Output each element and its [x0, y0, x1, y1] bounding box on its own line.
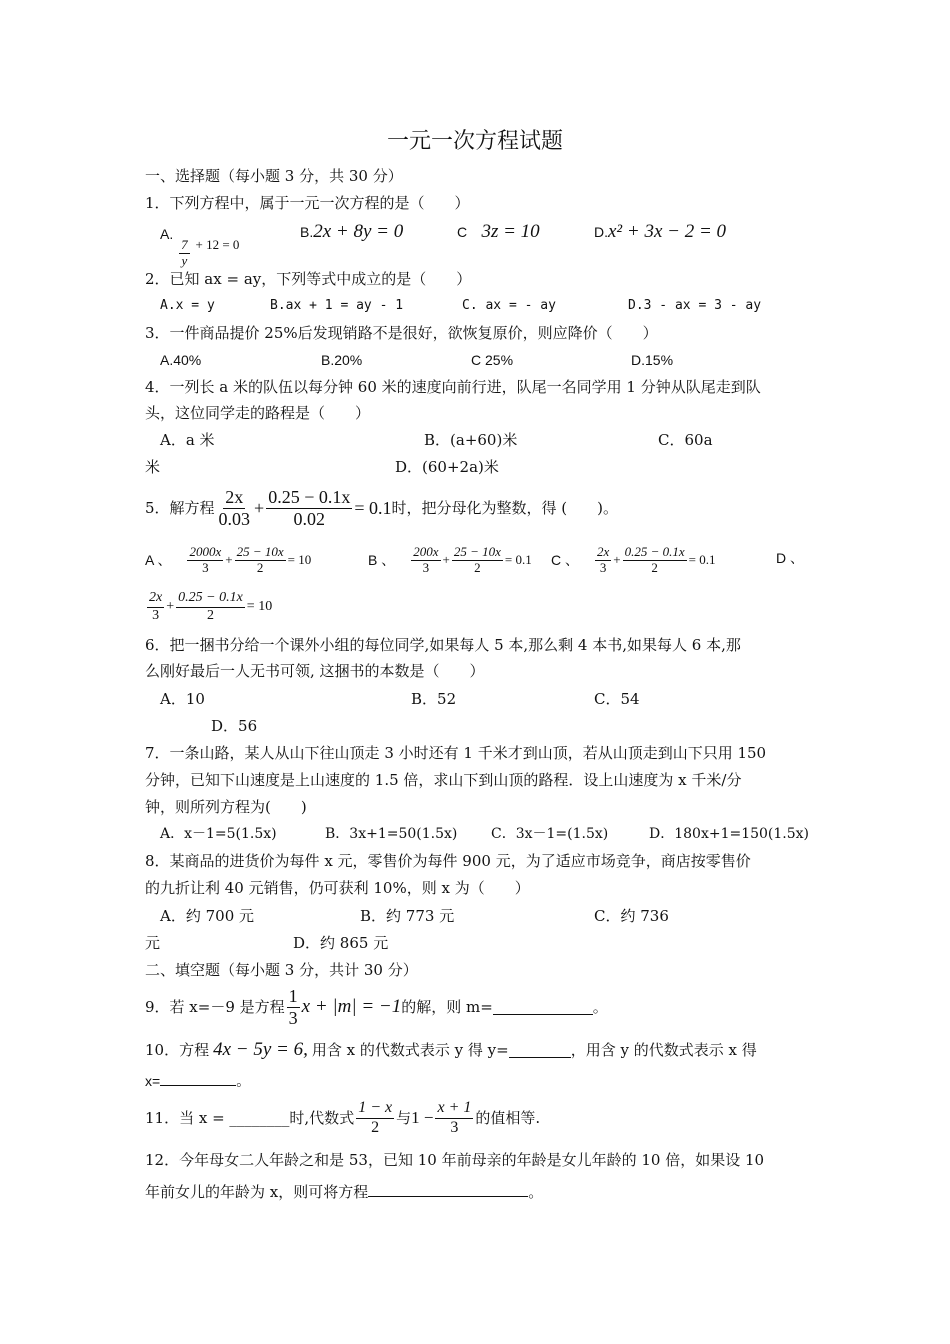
q2-option-b: B.ax + 1 = ay - 1 — [270, 298, 404, 313]
q4-option-d: D．(60+2a)米 — [395, 458, 499, 476]
q6-option-d: D．56 — [211, 717, 258, 735]
q11-fraction-2: $\frac{x + 1}{3}$ — [437, 1099, 472, 1136]
question-6-line-2: 么刚好最后一人无书可领, 这捆书的本数是（ ） — [145, 662, 485, 680]
section-choice-heading: 一、选择题（每小题 3 分，共 30 分） — [145, 167, 403, 185]
question-11: 11．当 x = ________时,代数式 $\frac{1 - x}{2}$ 与 1 − $\frac{x + 1}{3}$ 的值相等. — [145, 1099, 541, 1136]
section-fill-heading: 二、填空题（每小题 3 分，共计 30 分） — [145, 961, 418, 979]
question-7-line-2: 分钟，已知下山速度是上山速度的 1.5 倍，求山下到山顶的路程．设上山速度为 x 千米/分 — [145, 771, 742, 789]
question-8-line-2: 的九折让利 40 元销售，仍可获利 10%，则 x 为（ ） — [145, 879, 530, 897]
q10-y-answer-blank[interactable] — [509, 1043, 571, 1058]
q8-option-b: B．约 773 元 — [360, 907, 455, 925]
q7-option-b: B．3x+1=50(1.5x) — [325, 826, 458, 842]
q9-fraction: $\frac{1}{3}$ — [288, 985, 298, 1028]
q7-option-a: A．x－1=5(1.5x) — [160, 826, 277, 842]
question-12-line-2: 年前女儿的年龄为 x，则可将方程 。 — [145, 1183, 544, 1201]
q1-option-d: D.x² + 3x − 2 = 0 — [594, 221, 727, 242]
q12-answer-blank[interactable] — [368, 1182, 528, 1197]
q8-option-a: A．约 700 元 — [160, 907, 254, 925]
q3-option-a: A.40% — [160, 352, 202, 368]
q5-option-a: A 、 $\frac{2000x}{3}$ + $\frac{25 - 10x}{2}$ = 10 — [145, 543, 312, 575]
q8-option-d: D．约 865 元 — [293, 934, 389, 952]
q8-option-c-unit: 元 — [145, 934, 161, 952]
q1-option-c: C 3z = 10 — [457, 221, 540, 242]
q5-option-b: B 、 $\frac{200x}{3}$ + $\frac{25 - 10x}{2}$ = 0.1 — [368, 543, 532, 575]
question-4-line-1: 4．一列长 a 米的队伍以每分钟 60 米的速度向前行进，队尾一名同学用 1 分钟从队尾走到队 — [145, 378, 761, 396]
q3-option-d: D.15% — [631, 352, 674, 368]
q6-option-a: A．10 — [160, 690, 205, 708]
q3-option-b: B.20% — [321, 352, 363, 368]
q2-option-c: C. ax = - ay — [462, 298, 556, 313]
question-7-line-3: 钟，则所列方程为( ) — [145, 798, 307, 816]
q6-option-b: B．52 — [411, 690, 457, 708]
q5-option-d: $\frac{2x}{3}$ + $\frac{0.25 - 0.1x}{2}$ = 10 — [149, 590, 273, 623]
q2-option-d: D.3 - ax = 3 - ay — [628, 298, 762, 313]
question-12-line-1: 12．今年母女二人年龄之和是 53，已知 10 年前母亲的年龄是女儿年龄的 10 倍，如果设 10 — [145, 1151, 765, 1169]
question-3-stem: 3．一件商品提价 25%后发现销路不是很好，欲恢复原价，则应降价（ ） — [145, 324, 658, 342]
question-1-stem: 1．下列方程中，属于一元一次方程的是（ ） — [145, 194, 470, 212]
q6-option-c: C．54 — [594, 690, 640, 708]
q9-answer-blank[interactable] — [493, 1000, 593, 1015]
q3-option-c: C 25% — [471, 352, 514, 368]
q8-option-c: C．约 736 — [594, 907, 669, 925]
q7-option-c: C．3x－1=(1.5x) — [491, 826, 609, 842]
question-4-line-2: 头，这位同学走的路程是（ ） — [145, 404, 371, 422]
question-10-line-2: x= 。 — [145, 1073, 251, 1089]
q4-option-c-unit: 米 — [145, 458, 161, 476]
question-7-line-1: 7．一条山路，某人从山下往山顶走 3 小时还有 1 千米才到山顶，若从山顶走到山下只用 150 — [145, 744, 767, 762]
page-title: 一元一次方程试题 — [386, 129, 563, 154]
q1-option-b: B.2x + 8y = 0 — [300, 221, 404, 242]
q1-option-a: A. $\frac{7}{y}$ + 12 = 0 — [160, 226, 240, 268]
q5-fraction-2: $\frac{0.25 - 0.1x}{0.02}$ — [268, 486, 351, 529]
question-5-stem: 5．解方程 $\frac{2x}{0.03}$ + $\frac{0.25 - 0.1x}{0.02}$ = 0.1 时，把分母化为整数，得 ( )。 — [145, 486, 618, 529]
q7-option-d: D．180x+1=150(1.5x) — [649, 826, 810, 842]
q5-option-d-label: D 、 — [776, 550, 804, 566]
question-2-stem: 2．已知 ax = ay，下列等式中成立的是（ ） — [145, 270, 472, 288]
q4-option-a: A．a 米 — [160, 431, 215, 449]
q5-fraction-1: $\frac{2x}{0.03}$ — [218, 486, 251, 529]
q5-option-c: C 、 $\frac{2x}{3}$ + $\frac{0.25 - 0.1x}{2}$ = 0.1 — [551, 543, 716, 575]
question-8-line-1: 8．某商品的进货价为每件 x 元，零售价为每件 900 元，为了适应市场竞争，商店按零售价 — [145, 852, 751, 870]
q2-option-a: A.x = y — [160, 298, 215, 313]
question-9: 9．若 x=－9 是方程 $\frac{1}{3}$ x + |m| = −1 的解，则 m= 。 — [145, 985, 608, 1028]
question-6-line-1: 6．把一捆书分给一个课外小组的每位同学,如果每人 5 本,那么剩 4 本书,如果每人 6 本,那 — [145, 636, 741, 654]
q10-x-answer-blank[interactable] — [160, 1071, 236, 1086]
q4-option-c: C．60a — [658, 431, 713, 449]
question-10-line-1: 10．方程 4x − 5y = 6, 用含 x 的代数式表示 y 得 y= ，用含 y 的代数式表示 x 得 — [145, 1039, 757, 1060]
q11-fraction-1: $\frac{1 - x}{2}$ — [358, 1099, 393, 1136]
q4-option-b: B．(a+60)米 — [424, 431, 518, 449]
q1-a-fraction: $\frac{7}{y}$ — [181, 237, 188, 268]
